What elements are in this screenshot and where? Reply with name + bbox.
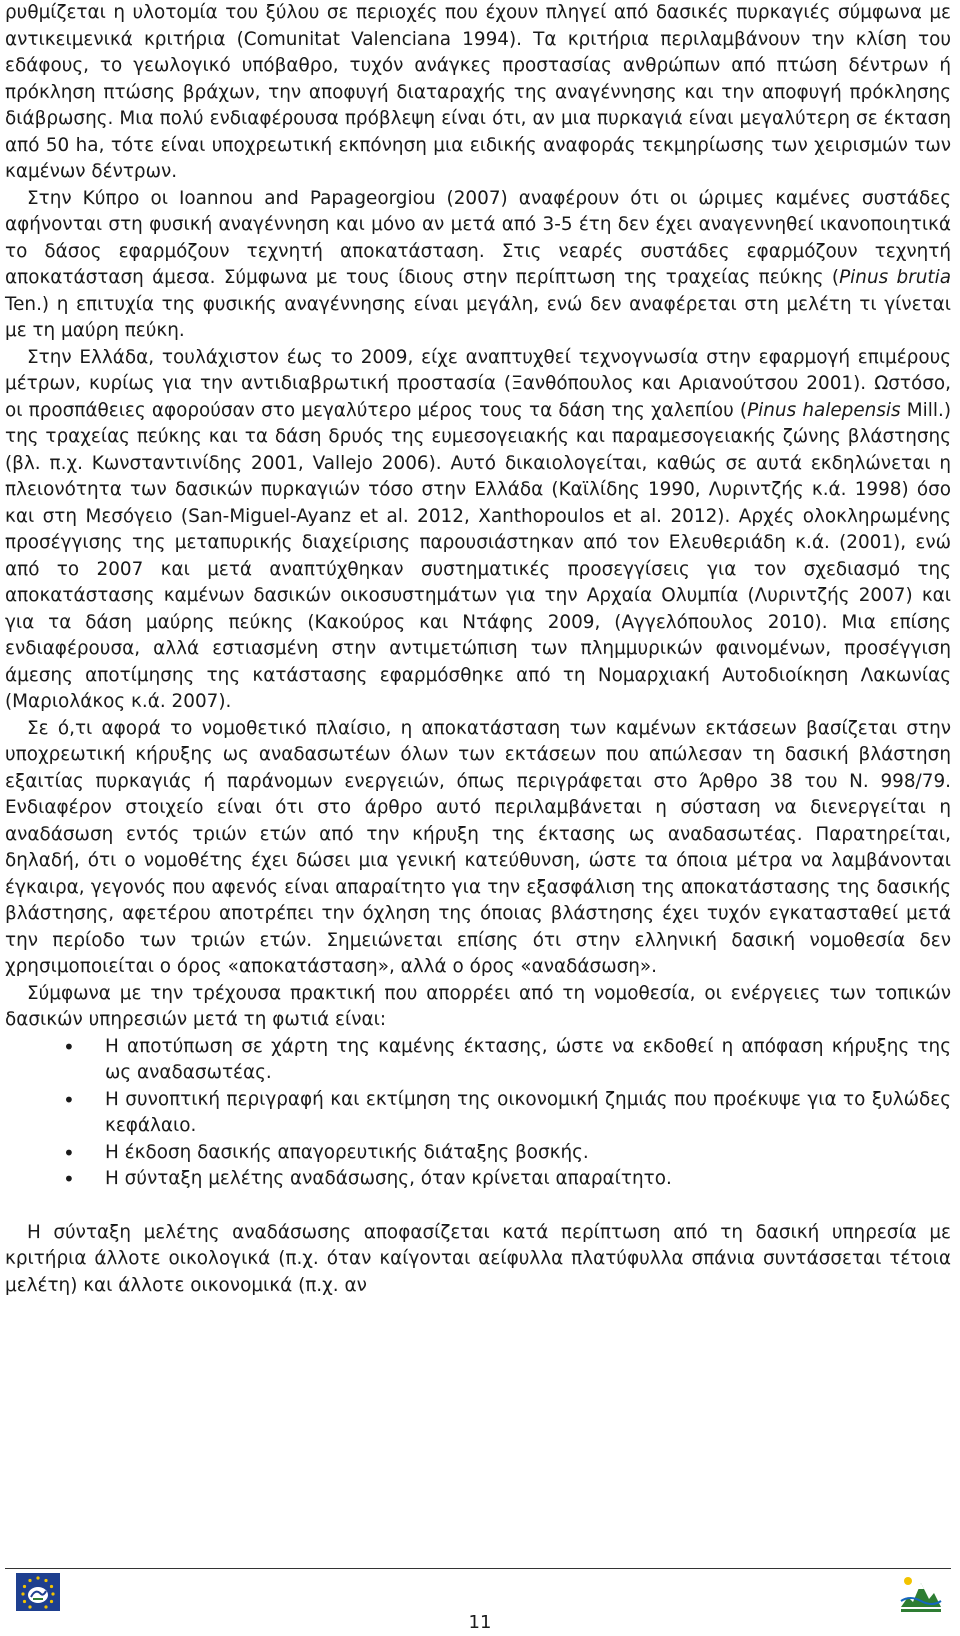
page-number: 11 (468, 1612, 492, 1633)
body-text (5, 0, 951, 1299)
text-run: Στην Κύπρο οι Ioannou and Papageorgiou (2007) αναφέρουν ότι οι ώριμες καμένες συστάδες αφήνονται στη φυσική αναγέννηση και μόνο αν μετά από 3-5 έτη δεν έχει αναγεννηθεί ικανοποιητικά το δάσος εφαρμόζουν τεχνητή αποκατάσταση. Στις νεαρές συστάδες εφαρμόζουν τεχνητή αποκατάσταση άμεσα. Σύμφωνα με τους ίδιους στην περίπτωση της τραχείας πεύκης ( (5, 187, 951, 288)
list-item (5, 1140, 951, 1167)
text-run: Σε ό,τι αφορά το νομοθετικό πλαίσιο, η αποκατάσταση των καμένων εκτάσεων βασίζεται στην υποχρεωτική κήρυξης ως αναδασωτέων όλων των εκτάσεων που απώλεσαν τη δασική βλάστηση εξαιτίας πυρκαγιάς ή παράνομων ενεργειών, όπως περιγράφεται στο Άρθρο 38 του Ν. 998/79. Ενδιαφέρον στοιχείο είναι ότι στο άρθρο αυτό περιλαμβάνεται η σύσταση να διενεργείται η αναδάσωση εντός τριών ετών από την κήρυξη της έκτασης ως αναδασωτέας. Παρατηρείται, δηλαδή, ότι ο νομοθέτης έχει δώσει μια γενική κατεύθυνση, ώστε τα όποια μέτρα να λαμβάνονται έγκαιρα, γεγονός που αφενός είναι απαραίτητο για την εξασφάλιση της αποκατάστασης της δασικής βλάστησης, αφετέρου αποτρέπει την όχληση της όποιας βλάστησης έχει τυχόν εγκατασταθεί μετά την περίοδο των τριών ετών. Σημειώνεται επίσης ότι στην ελληνική δασική νομοθεσία δεν χρησιμοποιείται ο όρος «αποκατάσταση», αλλά ο όρος «αναδάσωση». (5, 717, 951, 977)
bullet-icon: • (63, 1034, 75, 1059)
paragraph (5, 186, 951, 345)
species-name: Pinus brutia (839, 267, 951, 288)
list-item-text: Η αποτύπωση σε χάρτη της καμένης έκτασης, ώστε να εκδοθεί η απόφαση κήρυξης της ως αναδασωτέας. (105, 1035, 951, 1083)
bullet-icon: • (63, 1140, 75, 1165)
eu-life-logo-icon (16, 1573, 60, 1611)
closing-paragraph: Η σύνταξη μελέτης αναδάσωσης αποφασίζεται κατά περίπτωση από τη δασική υπηρεσία με κριτήρια άλλοτε οικολογικά (π.χ. όταν καίγονται αείφυλλα πλατύφυλλα σπάνια συντάσσεται τέτοια μελέτη) και άλλοτε οικονομικά (π.χ. αν (5, 1221, 951, 1296)
species-name: Pinus halepensis (747, 399, 901, 421)
paragraph (5, 345, 951, 716)
list-item (5, 1166, 951, 1193)
text-run: ρυθμίζεται η υλοτομία του ξύλου σε περιοχές που έχουν πληγεί από δασικές πυρκαγιές σύμφωνα με αντικειμενικά κριτήρια (Comunitat Valenciana 1994). Τα κριτήρια περιλαμβάνουν την κλίση του εδάφους, το γεωλογικό υπόβαθρο, τυχόν ανάγκες προστασίας ανθρώπων από πτώση δέντρων ή πρόκληση πτώσης βράχων, την αποφυγή διαταραχής της αναγέννησης και την αποφυγή πρόκλησης διάβρωσης. Μια πολύ ενδιαφέρουσα πρόβλεψη είναι ότι, αν μια πυρκαγιά είναι μεγαλύτερη σε έκταση από 50 ha, τότε είναι υποχρεωτική εκπόνηση μια ειδικής αναφοράς τεκμηρίωσης των χειρισμών των καμένων δέντρων. (5, 2, 951, 182)
text-run: Ten.) η επιτυχία της φυσικής αναγέννησης είναι μεγάλη, ενώ δεν αναφέρεται στη μελέτη τι γίνεται με τη μαύρη πεύκη. (5, 293, 951, 341)
list-item-text: Η έκδοση δασικής απαγορευτικής διάταξης βοσκής. (105, 1141, 589, 1163)
list-item-text: Η σύνταξη μελέτης αναδάσωσης, όταν κρίνεται απαραίτητο. (105, 1168, 672, 1189)
bullet-list (5, 1034, 951, 1193)
footer-divider (5, 1568, 951, 1569)
list-item-text: Η συνοπτική περιγραφή και εκτίμηση της οικονομική ζημιάς που προέκυψε για το ξυλώδες κεφάλαιο. (105, 1088, 951, 1136)
paragraph (5, 0, 951, 186)
text-run: Στην Ελλάδα, τουλάχιστον έως το 2009, είχε αναπτυχθεί τεχνογνωσία στην εφαρμογή επιμέρους μέτρων, κυρίως για την αντιδιαβρωτική προστασία (Ξανθόπουλος και Αριανούτσου 2001). Ωστόσο, οι προσπάθειες αφορούσαν στο μεγαλύτερο μέρος τους τα δάση της χαλεπίου ( (5, 346, 951, 421)
bullet-icon: • (63, 1087, 75, 1112)
bullet-icon: • (63, 1167, 75, 1191)
list-item (5, 1087, 951, 1140)
paragraph (5, 981, 951, 1034)
list-item (5, 1034, 951, 1087)
natura-2000-logo-icon (898, 1571, 944, 1615)
text-run: Mill.) της τραχείας πεύκης και τα δάση δρυός της ευμεσογειακής και παραμεσογειακής ζώνης βλάστησης (βλ. π.χ. Κωνσταντινίδης 2001, Vallejo 2006). Αυτό δικαιολογείται, καθώς σε αυτά εκδηλώνεται η πλειονότητα των δασικών πυρκαγιών τόσο στην Ελλάδα (Καϊλίδης 1990, Λυριντζής κ.ά. 1998) όσο και στη Μεσόγειο (San-Miguel-Ayanz et al. 2012, Xanthopoulos et al. 2012). Αρχές ολοκληρωμένης προσέγγισης της μεταπυρικής διαχείρισης παρουσιάστηκαν από τον Ελευθεριάδη κ.ά. (2001), ενώ από το 2007 και μετά αναπτύχθηκαν συστηματικές προσεγγίσεις για τον σχεδιασμό της αποκατάστασης καμένων δασικών οικοσυστημάτων για την Αρχαία Ολυμπία (Λυριντζής 2007) και για τα δάση μαύρης πεύκης (Κακούρος και Ντάφης 2009, (Αγγελόπουλος 2010). Μια επίσης ενδιαφέρουσα, αλλά εστιασμένη στην αντιμετώπιση των πλημμυρικών φαινομένων, προσέγγιση άμεσης αποτίμησης της κατάστασης εφαρμόσθηκε από τη Νομαρχιακή Αυτοδιοίκηση Λακωνίας (Μαριολάκος κ.ά. 2007). (5, 399, 951, 712)
text-run: Σύμφωνα με την τρέχουσα πρακτική που απορρέει από τη νομοθεσία, οι ενέργειες των τοπικών δασικών υπηρεσιών μετά τη φωτιά είναι: (5, 982, 951, 1030)
paragraph (5, 716, 951, 981)
